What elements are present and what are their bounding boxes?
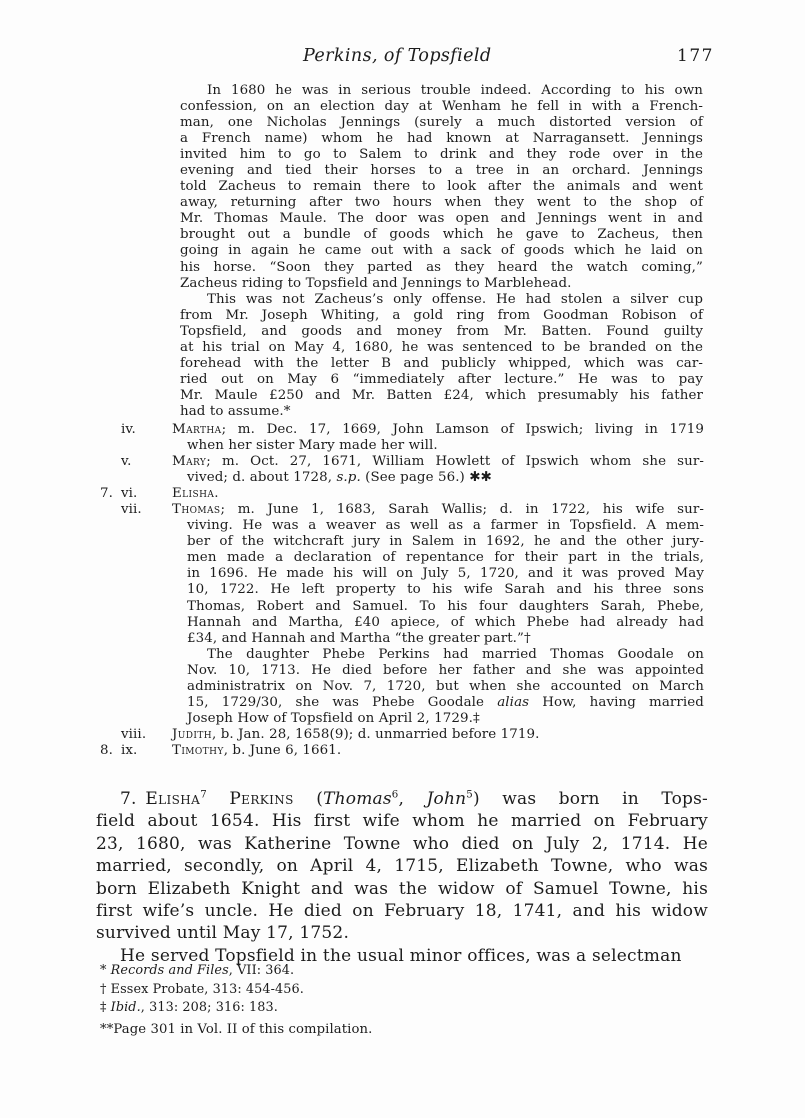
- text-line: Judith, b. Jan. 28, 1658(9); d. unmarried before 1719.: [172, 726, 540, 742]
- entry-roman-numeral: iv.: [121, 422, 136, 437]
- text-line: £34, and Hannah and Martha “the greater part.”†: [187, 630, 531, 646]
- superscript: 5: [466, 789, 473, 801]
- text-line: Hannah and Martha, £40 apiece, of which Phebe had already had: [187, 614, 704, 630]
- text-line: when her sister Mary made her will.: [187, 438, 438, 454]
- text-line: Topsfield, and goods and money from Mr. Batten. Found guilty: [180, 323, 703, 339]
- footnote: † Essex Probate, 313: 454-456.: [100, 981, 304, 997]
- text-line: He served Topsfield in the usual minor offices, was a selectman: [120, 945, 682, 966]
- running-header-title: Perkins, of Topsfield: [303, 46, 492, 66]
- text-line: first wife’s uncle. He died on February 18, 1741, and his widow: [96, 901, 708, 922]
- small-caps-name: Elisha: [172, 486, 215, 502]
- text-line: field about 1654. His first wife whom he married on February: [96, 811, 708, 832]
- footnotes: [100, 962, 680, 1039]
- superscript: 7: [200, 789, 207, 801]
- small-caps-name: Mary: [172, 454, 207, 470]
- footnote: ‡ Ibid., 313: 208; 316: 183.: [100, 1000, 278, 1016]
- footnote: * Records and Files, VII: 364.: [100, 963, 295, 978]
- child-entry: [100, 454, 704, 486]
- text-line: The daughter Phebe Perkins had married Thomas Goodale on: [207, 646, 704, 662]
- text-line: administratrix on Nov. 7, 1720, but when she accounted on March: [187, 678, 704, 694]
- text-line: Mary; m. Oct. 27, 1671, William Howlett of Ipswich whom she sur-: [172, 454, 704, 470]
- entry-roman-numeral: vi.: [121, 486, 138, 502]
- text-line: told Zacheus to remain there to look after the animals and went: [180, 179, 703, 195]
- text-line: Thomas, Robert and Samuel. To his four daughters Sarah, Phebe,: [187, 598, 704, 614]
- child-entry: [100, 422, 704, 454]
- entry-roman-numeral: ix.: [121, 742, 138, 758]
- entry-roman-numeral: vii.: [121, 502, 142, 518]
- text-line: evening and tied their horses to a tree in an orchard. Jennings: [180, 163, 703, 179]
- text-line: from Mr. Joseph Whiting, a gold ring from Goodman Robison of: [180, 307, 703, 323]
- text-line: Mr. Thomas Maule. The door was open and Jennings went in and: [180, 211, 703, 227]
- text-line: away, returning after two hours when they went to the shop of: [180, 195, 703, 211]
- text-line: vived; d. about 1728, s.p. (See page 56.) ✱✱: [187, 470, 492, 486]
- text-line: his horse. “Soon they parted as they heard the watch coming,”: [180, 259, 703, 275]
- text-line: Joseph How of Topsfield on April 2, 1729.‡: [187, 710, 480, 726]
- paragraph: [180, 83, 703, 292]
- child-entry: [100, 502, 704, 727]
- text-line: forehead with the letter B and publicly whipped, which was car-: [180, 355, 703, 371]
- small-caps-name: Thomas: [172, 502, 221, 518]
- text-line: ried out on May 6 “immediately after lecture.” He was to pay: [180, 371, 703, 387]
- child-entry: [100, 486, 704, 502]
- small-caps-name: Timothy: [172, 742, 224, 758]
- children-list: [100, 422, 704, 759]
- text-line: in 1696. He made his will on July 5, 1720, and it was proved May: [187, 566, 704, 582]
- text-line: viving. He was a weaver as well as a farmer in Topsfield. A mem-: [187, 518, 704, 534]
- text-line: going in again he came out with a sack of goods which he laid on: [180, 243, 703, 259]
- italic-text: John: [426, 789, 467, 809]
- text-line: men made a declaration of repentance for their part in the trials,: [187, 550, 704, 566]
- child-entry: [100, 727, 704, 743]
- section-paragraph: [96, 788, 708, 967]
- intro-paragraphs: [180, 83, 703, 420]
- italic-text: s.p.: [336, 470, 361, 486]
- page-number: 177: [677, 46, 714, 66]
- text-line: 7. Elisha$^7$ Perkins (Thomas$^6$, John$^5$) was born in Tops-: [120, 789, 708, 809]
- text-line: at his trial on May 4, 1680, he was sentenced to be branded on the: [180, 339, 703, 355]
- small-caps-name: Martha: [172, 422, 222, 437]
- text-line: born Elizabeth Knight and was the widow of Samuel Towne, his: [96, 878, 708, 899]
- entry-roman-numeral: v.: [121, 454, 132, 470]
- text-line: invited him to go to Salem to drink and they rode over in the: [180, 147, 703, 163]
- italic-text: alias: [497, 694, 530, 710]
- entry-number: 7.: [100, 486, 113, 502]
- entry-number: 8.: [100, 742, 113, 758]
- small-caps-name: Judith: [172, 726, 212, 742]
- footnote: **Page 301 in Vol. II of this compilation.: [100, 1021, 373, 1037]
- small-caps-name: Perkins: [229, 789, 294, 809]
- small-caps-name: Elisha: [145, 789, 201, 809]
- text-line: Martha; m. Dec. 17, 1669, John Lamson of Ipswich; living in 1719: [172, 422, 704, 437]
- child-entry: [100, 743, 704, 759]
- text-line: 15, 1729/30, she was Phebe Goodale alias How, having married: [187, 694, 704, 710]
- paragraph: [180, 292, 703, 420]
- text-line: ber of the witchcraft jury in Salem in 1692, he and the other jury-: [187, 534, 704, 550]
- text-line: 23, 1680, was Katherine Towne who died on July 2, 1714. He: [96, 833, 708, 854]
- text-line: In 1680 he was in serious trouble indeed. According to his own: [207, 83, 703, 98]
- text-line: Zacheus riding to Topsfield and Jennings to Marblehead.: [180, 275, 572, 291]
- entry-roman-numeral: viii.: [121, 726, 147, 742]
- text-line: brought out a bundle of goods which he gave to Zacheus, then: [180, 227, 703, 243]
- italic-text: Ibid.: [110, 1000, 141, 1016]
- text-line: Elisha.: [172, 486, 219, 502]
- text-line: had to assume.*: [180, 403, 291, 419]
- text-line: married, secondly, on April 4, 1715, Elizabeth Towne, who was: [96, 856, 708, 877]
- italic-text: Records and Files: [110, 963, 229, 978]
- italic-text: Thomas: [323, 789, 392, 809]
- text-line: Timothy, b. June 6, 1661.: [172, 742, 342, 758]
- text-line: Nov. 10, 1713. He died before her father and she was appointed: [187, 662, 704, 678]
- text-line: survived until May 17, 1752.: [96, 923, 350, 944]
- text-line: This was not Zacheus’s only offense. He had stolen a silver cup: [207, 291, 703, 307]
- text-line: Thomas; m. June 1, 1683, Sarah Wallis; d. in 1722, his wife sur-: [172, 502, 704, 518]
- superscript: 6: [391, 789, 399, 801]
- text-line: confession, on an election day at Wenham he fell in with a French-: [180, 99, 703, 115]
- text-line: 10, 1722. He left property to his wife Sarah and his three sons: [187, 582, 704, 598]
- text-line: Mr. Maule £250 and Mr. Batten £24, which presumably his father: [180, 387, 703, 403]
- text-line: a French name) whom he had known at Narragansett. Jennings: [180, 131, 703, 147]
- text-line: man, one Nicholas Jennings (surely a much distorted version of: [180, 115, 703, 131]
